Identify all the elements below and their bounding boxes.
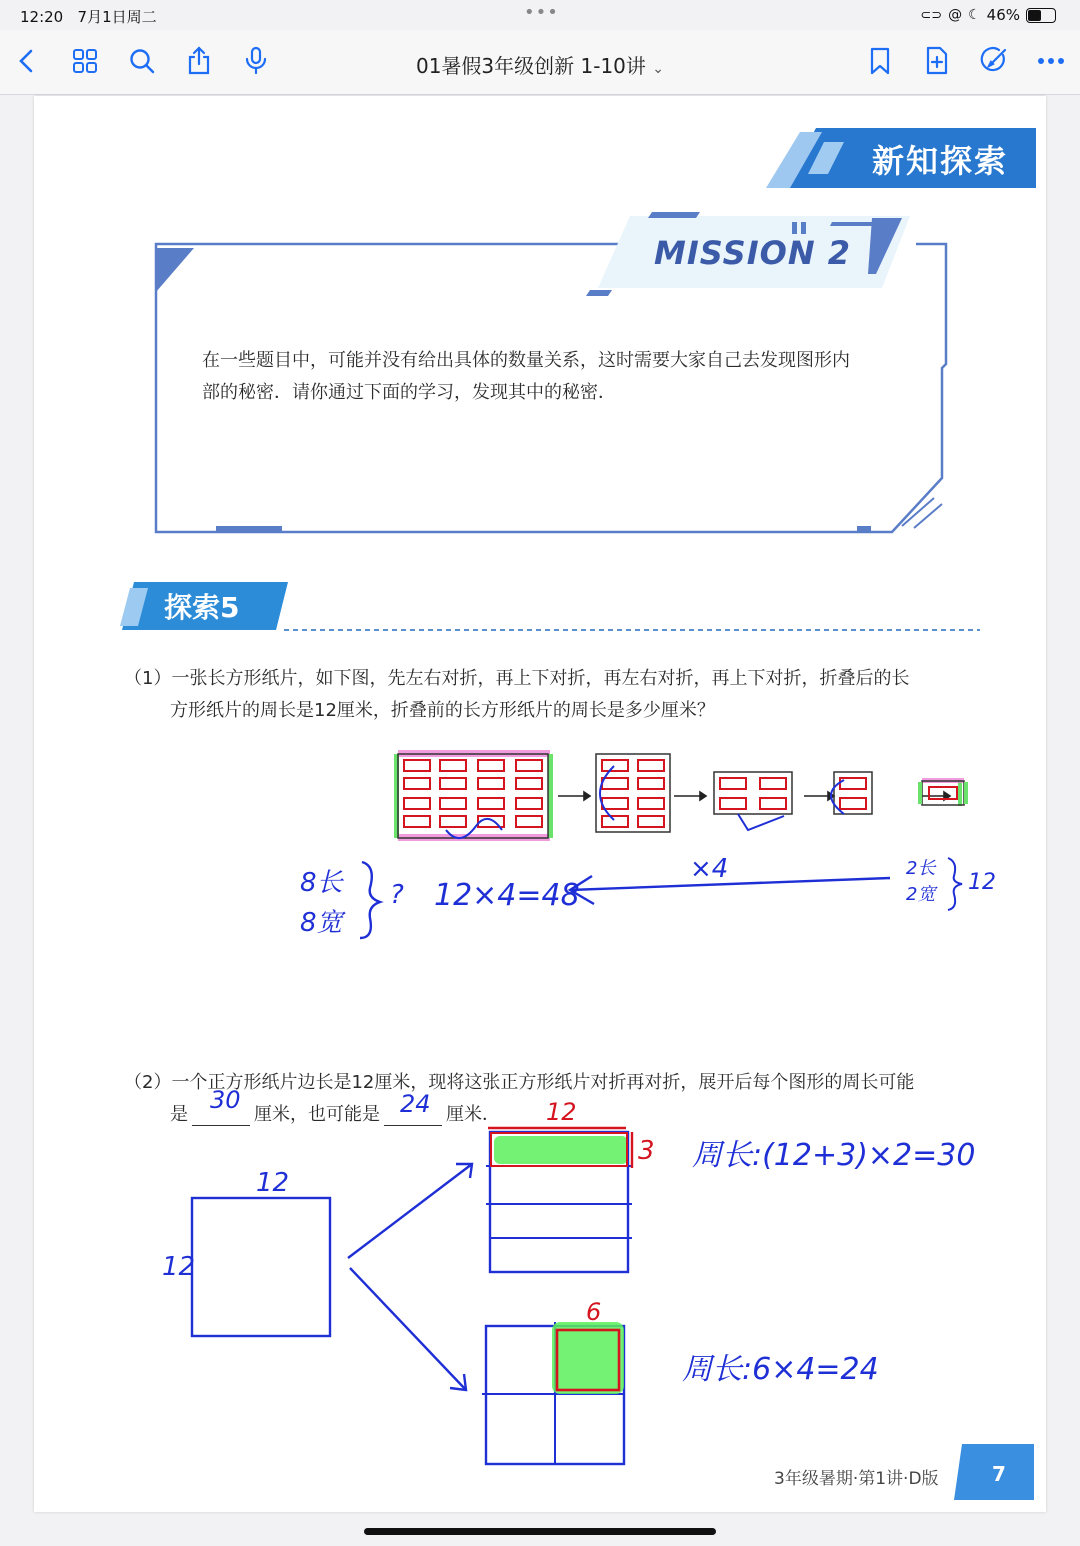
intro-line-1: 在一些题目中，可能并没有给出具体的数量关系，这时需要大家自己去发现图形内 — [202, 350, 850, 371]
microphone-icon[interactable] — [239, 44, 273, 78]
more-icon[interactable] — [1034, 44, 1068, 78]
hw-q2-blank-1: 30 — [210, 1086, 241, 1114]
hw-q1-left-brace — [356, 858, 386, 942]
document-page[interactable] — [34, 96, 1046, 1512]
hw-q1-equation: 12×4=48 — [434, 878, 580, 913]
status-right — [920, 6, 1056, 24]
document-title[interactable]: 01暑假3年级创新 1-10讲 ⌄ — [415, 54, 664, 78]
search-icon[interactable] — [125, 44, 159, 78]
q1-line-1: （1）一张长方形纸片，如下图，先左右对折，再上下对折，再左右对折，再上下对折，折叠后的长 — [124, 668, 910, 689]
page-number: 7 — [992, 1462, 1006, 1486]
hw-q1-arrow-label: ×4 — [690, 854, 729, 884]
hw-q2-formula-1: 周长:(12+3)×2=30 — [692, 1138, 976, 1173]
hw-q2-grid-top: 6 — [586, 1298, 602, 1326]
hw-q1-left-top: 8长 — [300, 868, 343, 898]
multitask-dots-icon[interactable]: ••• — [524, 2, 559, 23]
chevron-down-icon: ⌄ — [652, 61, 664, 77]
folding-diagram — [392, 744, 982, 848]
explore-header — [120, 580, 980, 632]
battery-percent: 46% — [986, 6, 1020, 24]
moon-icon: ☾ — [968, 7, 981, 23]
status-time: 12:20 7月1日周二 — [20, 8, 157, 26]
hw-q2-blank-2: 24 — [400, 1090, 431, 1118]
q2-line-2: 是 厘米，也可能是 厘米． — [170, 1104, 500, 1125]
hw-q1-right-bottom: 2宽 — [906, 884, 936, 905]
hw-q2-formula-2: 周长:6×4=24 — [682, 1352, 879, 1387]
add-page-icon[interactable] — [920, 44, 954, 78]
footer-label: 3年级暑期·第1讲·D版 — [774, 1469, 939, 1489]
hw-q2-strip-side: 3 — [638, 1136, 655, 1166]
link-icon: ⊂⊃ — [920, 7, 943, 23]
back-icon[interactable] — [10, 44, 44, 78]
hw-q2-square-top: 12 — [256, 1168, 290, 1198]
hw-q1-right-top: 2长 — [906, 858, 936, 879]
hw-q1-question: ? — [390, 880, 404, 910]
share-icon[interactable] — [182, 44, 216, 78]
q1-line-2: 方形纸片的周长是12厘米，折叠前的长方形纸片的周长是多少厘米？ — [170, 700, 715, 721]
hw-q1-right-total: 12 — [968, 870, 996, 895]
battery-icon — [1026, 8, 1056, 23]
hw-q2-strip-top: 12 — [546, 1098, 577, 1126]
intro-line-2: 部的秘密．请你通过下面的学习，发现其中的秘密． — [202, 382, 616, 403]
grid-icon[interactable] — [68, 44, 102, 78]
hw-q2-square-left: 12 — [162, 1252, 196, 1282]
home-indicator[interactable] — [364, 1528, 716, 1535]
hw-q1-left-bottom: 8宽 — [300, 908, 343, 938]
status-bar — [0, 0, 1080, 30]
at-icon: @ — [948, 7, 963, 23]
section-banner-title: 新知探索 — [872, 142, 1009, 180]
hw-q1-right-brace — [944, 856, 966, 912]
square-fold-diagram — [154, 1116, 654, 1472]
bookmark-icon[interactable] — [863, 44, 897, 78]
markup-icon[interactable] — [977, 44, 1011, 78]
hw-q1-arrow — [564, 868, 894, 908]
mission-label: MISSION 2 — [654, 234, 851, 272]
explore-label: 探索5 — [164, 591, 240, 624]
q2-line-1: （2）一个正方形纸片边长是12厘米，现将这张正方形纸片对折再对折，展开后每个图形的周长可能 — [124, 1072, 915, 1093]
toolbar — [0, 30, 1080, 95]
